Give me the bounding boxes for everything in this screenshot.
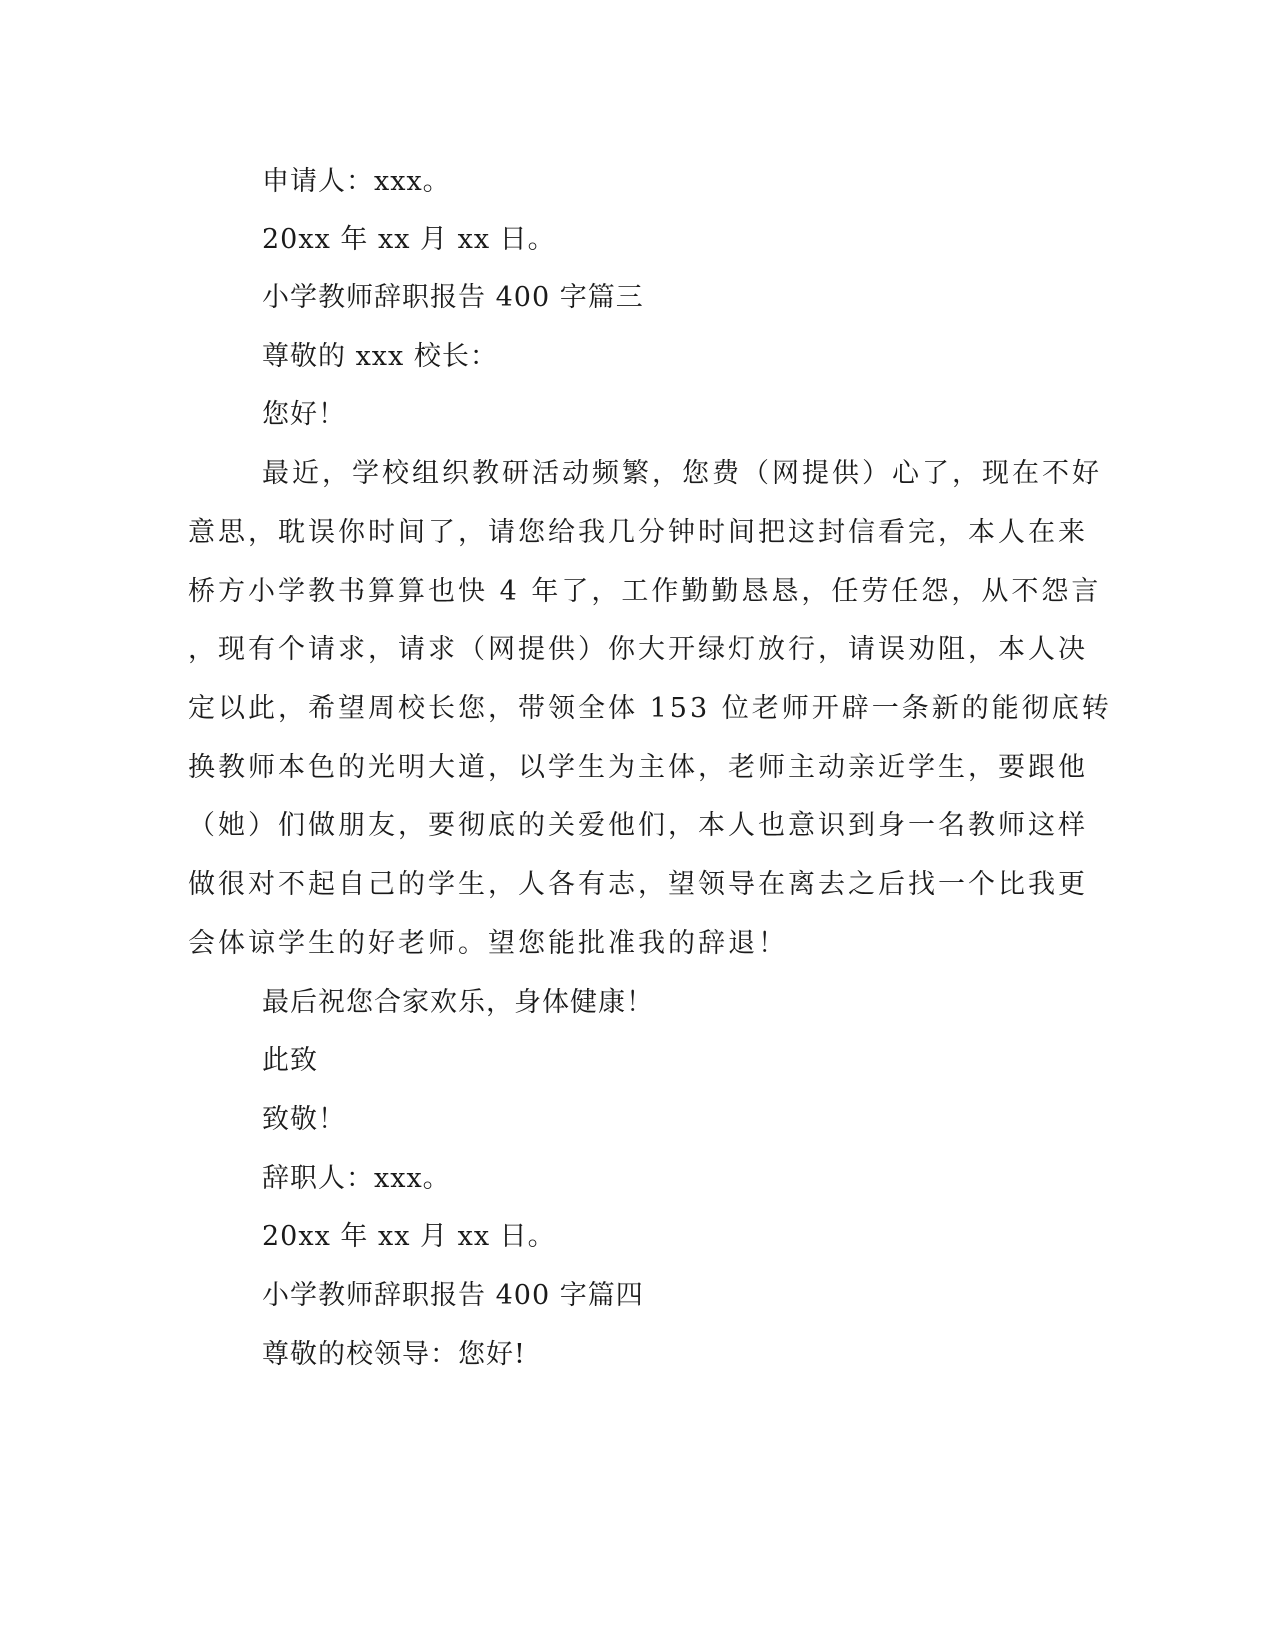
date-line-2: 20xx 年 xx 月 xx 日。	[262, 1221, 556, 1252]
paragraph-line: 意思，耽误你时间了，请您给我几分钟时间把这封信看完，本人在来	[188, 517, 1088, 548]
closing-cizhi-line: 此致	[262, 1045, 318, 1076]
paragraph-line: （她）们做朋友，要彻底的关爱他们，本人也意识到身一名教师这样	[188, 810, 1088, 841]
salutation-line-2: 尊敬的校领导：您好!	[262, 1339, 526, 1370]
salutation-line: 尊敬的 xxx 校长：	[262, 341, 498, 372]
paragraph-line: 最近，学校组织教研活动频繁，您费（网提供）心了，现在不好	[262, 458, 1102, 489]
resigner-line: 辞职人：xxx。	[262, 1163, 451, 1194]
applicant-line: 申请人：xxx。	[262, 166, 451, 197]
paragraph-line: 会体谅学生的好老师。望您能批准我的辞退！	[188, 928, 788, 959]
closing-wish-line: 最后祝您合家欢乐，身体健康！	[262, 987, 654, 1018]
paragraph-line: ，现有个请求，请求（网提供）你大开绿灯放行，请误劝阻，本人决	[188, 634, 1088, 665]
greeting-line: 您好！	[262, 399, 346, 430]
paragraph-line: 定以此，希望周校长您，带领全体 153 位老师开辟一条新的能彻底转	[188, 693, 1112, 724]
paragraph-line: 桥方小学教书算算也快 4 年了，工作勤勤恳恳，任劳任怨，从不怨言	[188, 576, 1102, 607]
closing-salute-line: 致敬！	[262, 1104, 346, 1135]
paragraph-line: 换教师本色的光明大道，以学生为主体，老师主动亲近学生，要跟他	[188, 752, 1088, 783]
section-title-three: 小学教师辞职报告 400 字篇三	[262, 282, 644, 313]
paragraph-line: 做很对不起自己的学生，人各有志，望领导在离去之后找一个比我更	[188, 869, 1088, 900]
date-line: 20xx 年 xx 月 xx 日。	[262, 224, 556, 255]
section-title-four: 小学教师辞职报告 400 字篇四	[262, 1280, 644, 1311]
